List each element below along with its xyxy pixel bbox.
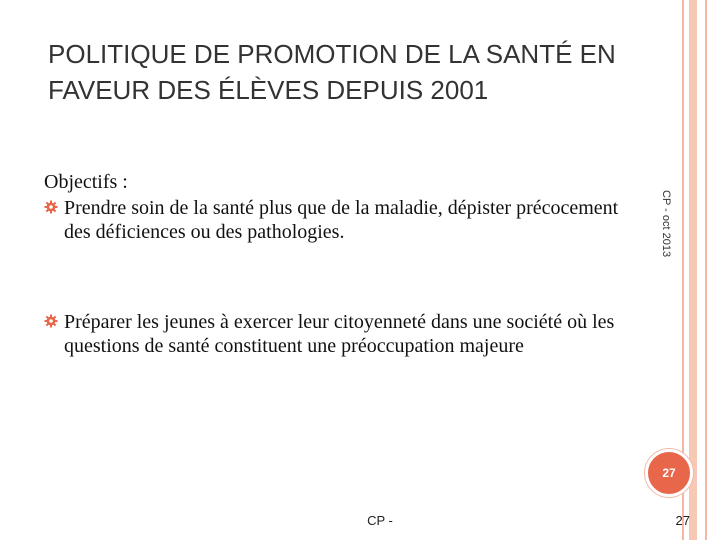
bullet-item: [44, 196, 644, 244]
slide-title: [48, 36, 708, 108]
slide-body: [44, 170, 644, 358]
side-label: [660, 190, 680, 270]
gear-icon: [44, 314, 58, 328]
slide-title-line-1: POLITIQUE DE PROMOTION DE LA SANTÉ EN: [48, 39, 616, 69]
side-label-text: CP - oct 2013: [660, 190, 672, 258]
footer-text: CP -: [367, 513, 393, 528]
objectives-heading: Objectifs :: [44, 171, 128, 193]
footer-page-number: 27: [675, 513, 690, 528]
slide-number-badge: 27: [645, 449, 693, 497]
bullet-item: [44, 310, 644, 358]
gear-icon: [44, 200, 58, 214]
bullet-text: Préparer les jeunes à exercer leur citoyenneté dans une société où les questions de santé constituent une préoccupation majeure: [64, 311, 615, 357]
slide-title-line-2: FAVEUR DES ÉLÈVES DEPUIS 2001: [48, 75, 489, 105]
bullet-text: Prendre soin de la santé plus que de la maladie, dépister précocement des déficiences ou des pathologies.: [64, 197, 619, 243]
